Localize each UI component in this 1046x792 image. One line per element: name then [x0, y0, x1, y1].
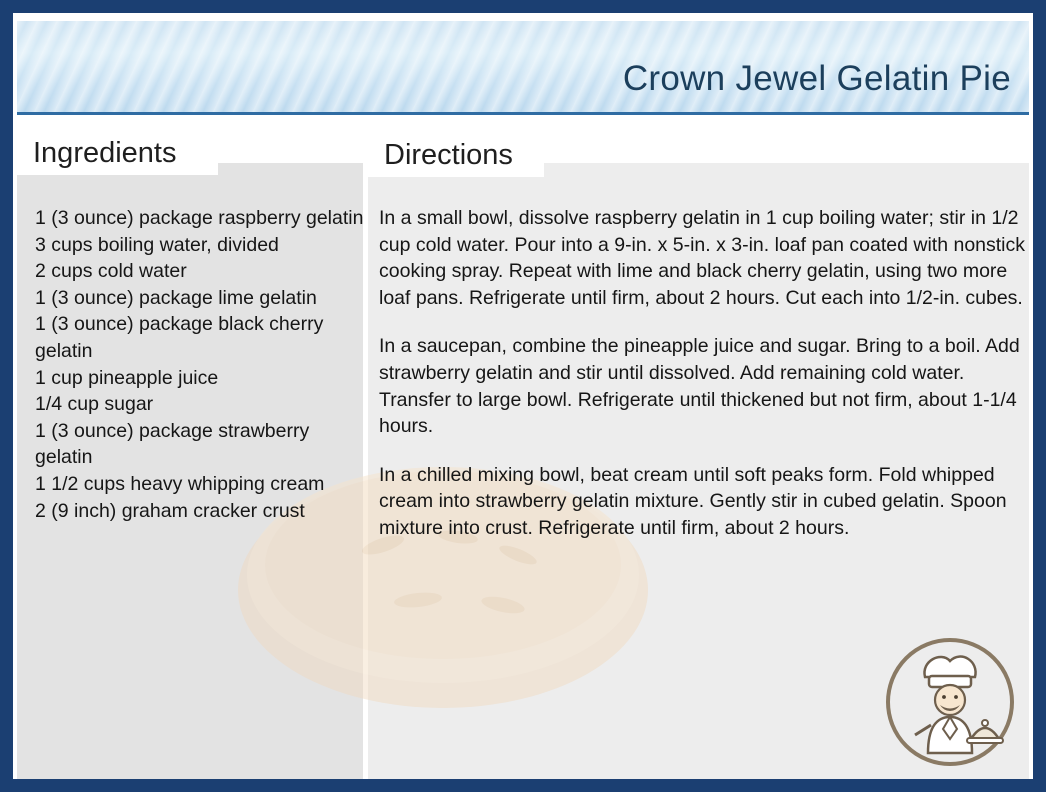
directions-header-tab [368, 135, 544, 177]
list-item: 1 1/2 cups heavy whipping cream [35, 472, 325, 495]
ingredients-heading: Ingredients [33, 137, 177, 169]
list-item: 3 cups boiling water, divided [35, 233, 279, 256]
directions-paragraph: In a saucepan, combine the pineapple juice and sugar. Bring to a boil. Add strawberry gelatin and stir until dissolved. Add remaining cold water. Transfer to large bowl. Refrigerate until thickened but not firm, about 1-1/4 hours. [379, 335, 1020, 438]
list-item: 1 (3 ounce) package raspberry gelatin [35, 207, 364, 229]
list-item: 1 (3 ounce) package strawberry gelatin [35, 419, 310, 469]
ingredients-list [35, 205, 365, 524]
title-banner [17, 21, 1029, 115]
list-item: 2 cups cold water [35, 260, 187, 283]
list-item: 2 (9 inch) graham cracker crust [35, 499, 305, 522]
list-item: 1 (3 ounce) package lime gelatin [35, 286, 317, 309]
directions-text [379, 205, 1029, 542]
list-item: 1 cup pineapple juice [35, 366, 219, 389]
list-item: 1 (3 ounce) package black cherry gelatin [35, 313, 324, 362]
ingredients-header-tab [17, 133, 218, 175]
directions-paragraph: In a chilled mixing bowl, beat cream until soft peaks form. Fold whipped cream into strawberry gelatin mixture. Gently stir in cubed gelatin. Spoon mixture into crust. Refrigerate until firm, about 2 hours. [379, 463, 1007, 539]
page-title: Crown Jewel Gelatin Pie [622, 59, 1011, 98]
directions-paragraph: In a small bowl, dissolve raspberry gelatin in 1 cup boiling water; stir in 1/2 cup cold water. Pour into a 9-in. x 5-in. x 3-in. loaf pan coated with nonstick cooking spray. Repeat with lime and black cherry gelatin, using two more loaf pans. Refrigerate until firm, about 2 hours. Cut each into 1/2-in. cubes. [379, 207, 1026, 309]
page-content [13, 13, 1033, 779]
directions-heading: Directions [384, 139, 513, 171]
list-item: 1/4 cup sugar [35, 393, 154, 416]
